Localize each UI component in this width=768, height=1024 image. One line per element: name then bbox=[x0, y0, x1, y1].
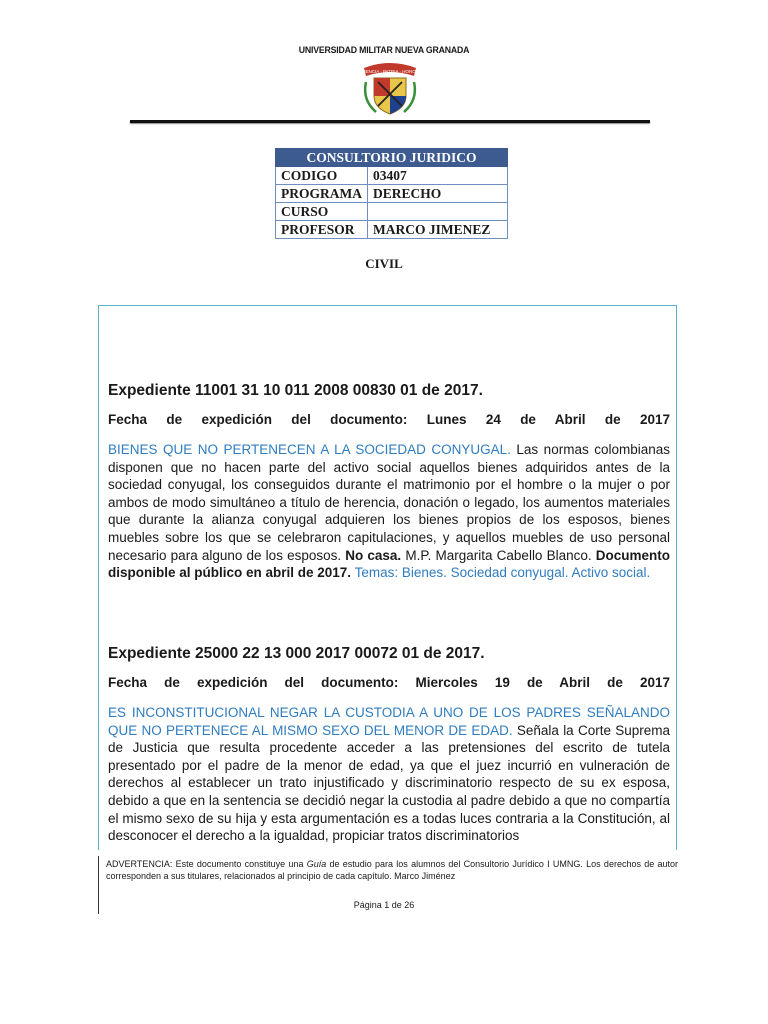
page-number: Página 1 de 26 bbox=[353, 900, 415, 910]
programa-label: PROGRAMA bbox=[276, 185, 368, 203]
programa-value: DERECHO bbox=[368, 185, 508, 203]
warning-suffix: de estudio para los alumnos del Consultorio Jurídico I UMNG. Los derechos de autor corresponden a sus titulares, relacionados al principio de cada capítulo. Marco Jiménez bbox=[106, 859, 678, 881]
case-decision: No casa. bbox=[345, 547, 402, 563]
case-date: Fecha de expedición del documento: Miercoles 19 de Abril de 2017 bbox=[108, 675, 670, 690]
case-magistrate: M.P. Margarita Cabello Blanco. bbox=[401, 547, 596, 563]
curso-value bbox=[368, 203, 508, 221]
university-crest-icon bbox=[358, 58, 422, 118]
university-name: UNIVERSIDAD MILITAR NUEVA GRANADA bbox=[298, 45, 470, 56]
content-box bbox=[98, 305, 677, 850]
course-info-table bbox=[275, 148, 508, 239]
case-topics: Temas: Bienes. Sociedad conyugal. Activo social. bbox=[351, 565, 651, 581]
case-summary bbox=[108, 441, 670, 582]
case-heading: BIENES QUE NO PERTENECEN A LA SOCIEDAD CONYUGAL. bbox=[108, 442, 511, 457]
case-summary bbox=[108, 704, 670, 845]
case-entry-1 bbox=[108, 381, 670, 582]
svg-text:CIENCIA · PATRIA · HONOR: CIENCIA · PATRIA · HONOR bbox=[360, 69, 420, 74]
profesor-label: PROFESOR bbox=[276, 221, 368, 239]
case-heading: ES INCONSTITUCIONAL NEGAR LA CUSTODIA A UNO DE LOS PADRES SEÑALANDO QUE NO PERTENECE AL MISMO SEXO DEL MENOR DE EDAD. bbox=[108, 705, 670, 738]
case-date: Fecha de expedición del documento: Lunes 24 de Abril de 2017 bbox=[108, 412, 670, 427]
case-text: Las normas colombianas disponen que no hacen parte del activo social aquellos bienes adquiridos antes de la sociedad conyugal, los conseguidos durante el matrimonio por el hombre o la mujer o por ambos de modo simultáneo a título de herencia, donación o legado, los aumentos materiales que durante la alianza conyugal adquieren los bienes propios de los esposos, bienes muebles sobre los que se celebraron capitulaciones, y aquellos muebles de uso personal necesario para alguno de los esposos. bbox=[108, 442, 670, 563]
warning-prefix: ADVERTENCIA: Este documento constituye una bbox=[106, 859, 307, 869]
table-row bbox=[276, 203, 508, 221]
table-row bbox=[276, 167, 508, 185]
table-row bbox=[276, 221, 508, 239]
course-table-title: CONSULTORIO JURIDICO bbox=[276, 149, 508, 167]
table-row bbox=[276, 185, 508, 203]
header-divider bbox=[130, 120, 650, 123]
case-title: Expediente 25000 22 13 000 2017 00072 01 de 2017. bbox=[108, 645, 485, 662]
codigo-label: CODIGO bbox=[276, 167, 368, 185]
profesor-value: MARCO JIMENEZ bbox=[368, 221, 508, 239]
warning-italic: Guía bbox=[306, 859, 327, 869]
case-text: Señala la Corte Suprema de Justicia que resulta procedente acceder a las pretensiones del escrito de tutela presentado por el padre de la menor de edad, ya que el juez incurrió en vulneración de derechos al establecer un trato injustificado y discriminatorio respecto de su ex esposa, debido a que en la sentencia se decidió negar la custodia al padre debido a que no compartía el mismo sexo de su hija y esta argumentación es a todas luces contraria a la Constitución, al desconocer el derecho a la igualdad, propiciar tratos discriminatorios bbox=[108, 722, 670, 844]
subject-heading: CIVIL bbox=[365, 256, 403, 271]
case-title: Expediente 11001 31 10 011 2008 00830 01 de 2017. bbox=[108, 382, 483, 399]
curso-label: CURSO bbox=[276, 203, 368, 221]
case-entry-2 bbox=[108, 644, 670, 845]
copyright-warning bbox=[106, 858, 678, 882]
codigo-value: 03407 bbox=[368, 167, 508, 185]
case-availability: Documento disponible al público en abril de 2017. bbox=[108, 547, 671, 581]
